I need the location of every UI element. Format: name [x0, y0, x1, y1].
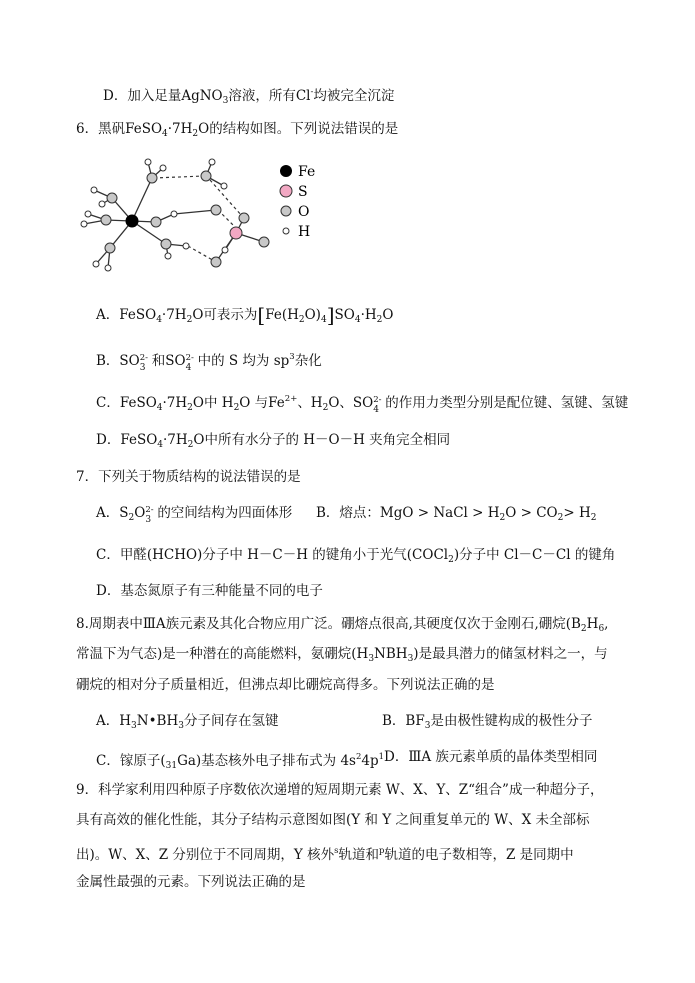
- q8-option-c: C．镓原子$(_{31}Ga)$基态核外电子排布式为 $4s^24p^1$: [96, 752, 385, 771]
- legend-s-label: S: [298, 184, 308, 200]
- legend-o-label: O: [298, 204, 310, 220]
- q6-option-c: C．$FeSO_4\cdot 7H_2O$中 $H_2O$ 与$Fe^{2+}$、$H_2O$、SO 2- 4 的作用力类型分别是配位键、氢键、氢键: [96, 394, 629, 415]
- q6-stem: 6．黑矾$FeSO_4\cdot 7H_2O$的结构如图。下列说法错误的是: [76, 121, 399, 139]
- q7-option-d: D．基态氮原子有三种能量不同的电子: [96, 583, 323, 599]
- q8-stem-line2: 常温下为气态)是一种潜在的高能燃料，氨硼烷$(H_3NBH_3)$是最具潜力的储氢材料之一，与: [76, 646, 608, 664]
- q8-option-d: D．ⅢA 族元素单质的晶体类型相同: [384, 749, 598, 765]
- q7-option-b: B．熔点：MgO > NaCl > $H_2O > CO_2> H_2$: [316, 505, 597, 523]
- feso4-structure-diagram: [70, 150, 350, 280]
- q9-stem-line2: 具有高效的催化性能，其分子结构示意图如图(Y 和 Y 之间重复单元的 W、X 未全部标: [76, 812, 590, 828]
- q8-option-a: A．$H_3N•BH_3$分子间存在氢键: [96, 713, 279, 731]
- q8-stem-line1: 8.周期表中ⅢA族元素及其化合物应用广泛。硼熔点很高,其硬度仅次于金刚石,硼烷($B_2H_6$,: [76, 616, 609, 634]
- legend-fe-label: Fe: [298, 164, 316, 180]
- legend-h-swatch: [283, 228, 289, 234]
- q6-option-d: D．$FeSO_4\cdot 7H_2O$中所有水分子的 H－O－H 夹角完全相同: [96, 432, 451, 450]
- legend-h-label: H: [298, 224, 311, 240]
- q9-stem-line3: 出)。W、X、Z 分别位于不同周期，Y 核外$^s$轨道和$^p$轨道的电子数相等，Z 是同期中: [76, 846, 574, 863]
- q9-stem-line1: 9．科学家利用四种原子序数依次递增的短周期元素 W、X、Y、Z“组合”成一种超分子，: [76, 782, 604, 798]
- q9-stem-line4: 金属性最强的元素。下列说法正确的是: [76, 874, 306, 890]
- q6-option-b: B．SO 2- 3 和SO 2- 4 中的 S 均为 $sp^3$杂化: [96, 352, 322, 373]
- q7-option-c: C．甲醛(HCHO)分子中 H－C－H 的键角小于光气(COCl$_2$)分子中 Cl－C－Cl 的键角: [96, 547, 616, 565]
- legend-s-swatch: [280, 185, 292, 197]
- q7-option-a: A．$S_2O$ 2- 3 的空间结构为四面体形: [96, 505, 293, 525]
- legend-o-swatch: [281, 206, 291, 216]
- q5-option-d: D．加入足量AgNO$_3$溶液，所有Cl-均被完全沉淀: [103, 87, 395, 106]
- q7-stem: 7．下列关于物质结构的说法错误的是: [76, 469, 301, 485]
- q8-option-b: B．$BF_3$是由极性键构成的极性分子: [382, 713, 593, 731]
- q6-option-a: A．$FeSO_4\cdot 7H_2O$可表示为$[Fe(H_2O)_4]SO_4\cdot H_2O$: [96, 303, 394, 327]
- q8-stem-line3: 硼烷的相对分子质量相近，但沸点却比硼烷高得多。下列说法正确的是: [76, 677, 495, 693]
- legend-fe-swatch: [280, 165, 292, 177]
